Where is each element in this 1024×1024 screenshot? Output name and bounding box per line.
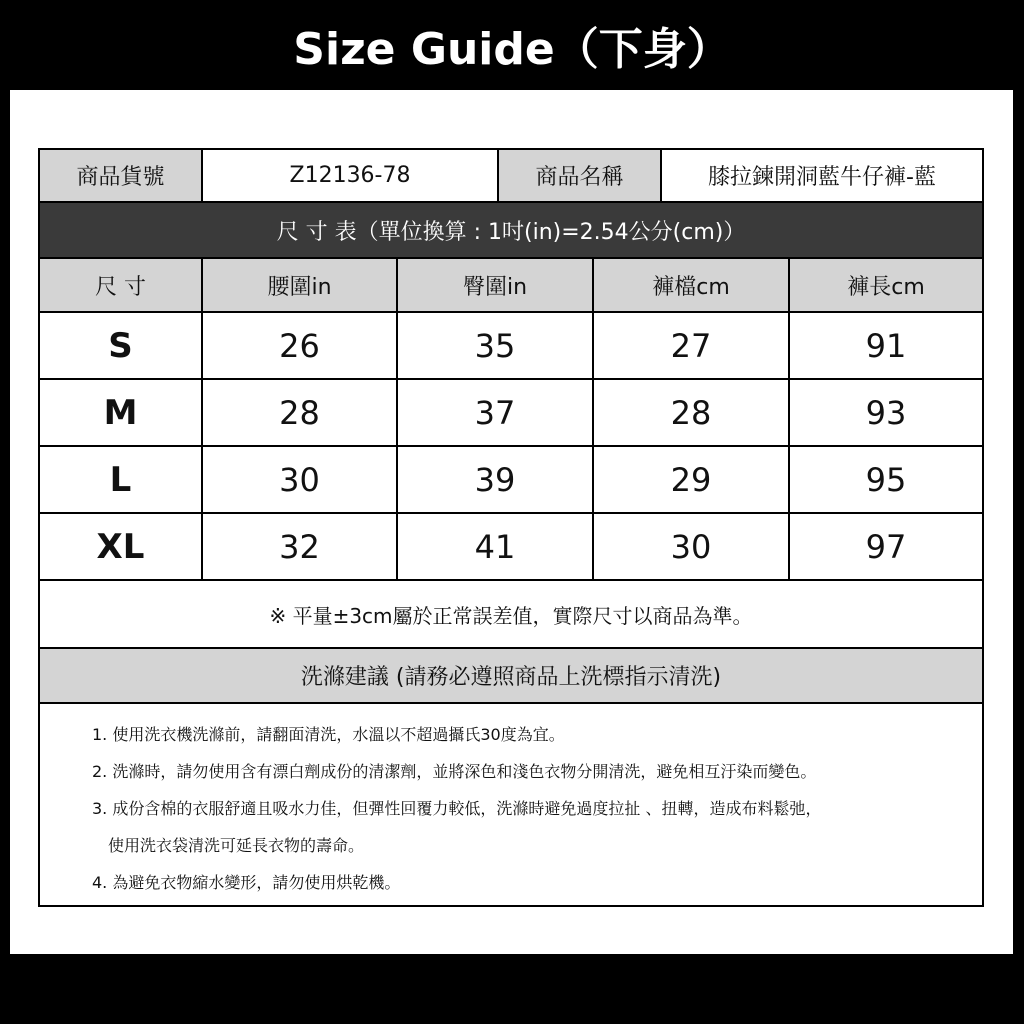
table-cell: 28 <box>201 378 398 447</box>
product-name-value: 膝拉鍊開洞藍牛仔褲-藍 <box>660 148 984 203</box>
column-header-size: 尺 寸 <box>38 257 203 313</box>
table-cell: 37 <box>396 378 594 447</box>
column-header-waist: 腰圍in <box>201 257 398 313</box>
table-cell: 32 <box>201 512 398 581</box>
size-label: L <box>38 445 203 514</box>
table-cell: 29 <box>592 445 790 514</box>
measurement-note: ※ 平量±3cm屬於正常誤差值，實際尺寸以商品為準。 <box>38 579 984 649</box>
table-cell: 27 <box>592 311 790 380</box>
product-id-value: Z12136-78 <box>201 148 499 203</box>
size-table-caption: 尺 寸 表（單位換算 : 1吋(in)=2.54公分(cm)） <box>38 201 984 259</box>
table-cell: 26 <box>201 311 398 380</box>
care-item: 2. 洗滌時，請勿使用含有漂白劑成份的清潔劑，並將深色和淺色衣物分開清洗，避免相互汙染而變色。 <box>92 762 817 781</box>
care-title: 洗滌建議 (請務必遵照商品上洗標指示清洗) <box>38 647 984 704</box>
table-cell: 41 <box>396 512 594 581</box>
product-id-label: 商品貨號 <box>38 148 203 203</box>
table-cell: 95 <box>788 445 984 514</box>
column-header-hip: 臀圍in <box>396 257 594 313</box>
page-title: Size Guide（下身） <box>293 24 731 75</box>
care-item: 使用洗衣袋清洗可延長衣物的壽命。 <box>108 836 365 855</box>
column-header-length: 褲長cm <box>788 257 984 313</box>
table-cell: 93 <box>788 378 984 447</box>
care-item: 3. 成份含棉的衣服舒適且吸水力佳，但彈性回覆力較低，洗滌時避免過度拉扯 、扭轉，造成布料鬆弛， <box>92 799 822 818</box>
table-cell: 30 <box>201 445 398 514</box>
size-label: M <box>38 378 203 447</box>
table-cell: 28 <box>592 378 790 447</box>
care-item: 4. 為避免衣物縮水變形，請勿使用烘乾機。 <box>92 873 401 892</box>
column-header-rise: 褲檔cm <box>592 257 790 313</box>
care-instructions <box>38 702 984 907</box>
table-cell: 39 <box>396 445 594 514</box>
size-label: XL <box>38 512 203 581</box>
table-cell: 91 <box>788 311 984 380</box>
product-name-label: 商品名稱 <box>497 148 662 203</box>
care-item: 1. 使用洗衣機洗滌前，請翻面清洗，水溫以不超過攝氏30度為宜。 <box>92 725 565 744</box>
table-cell: 35 <box>396 311 594 380</box>
size-label: S <box>38 311 203 380</box>
table-cell: 97 <box>788 512 984 581</box>
table-cell: 30 <box>592 512 790 581</box>
